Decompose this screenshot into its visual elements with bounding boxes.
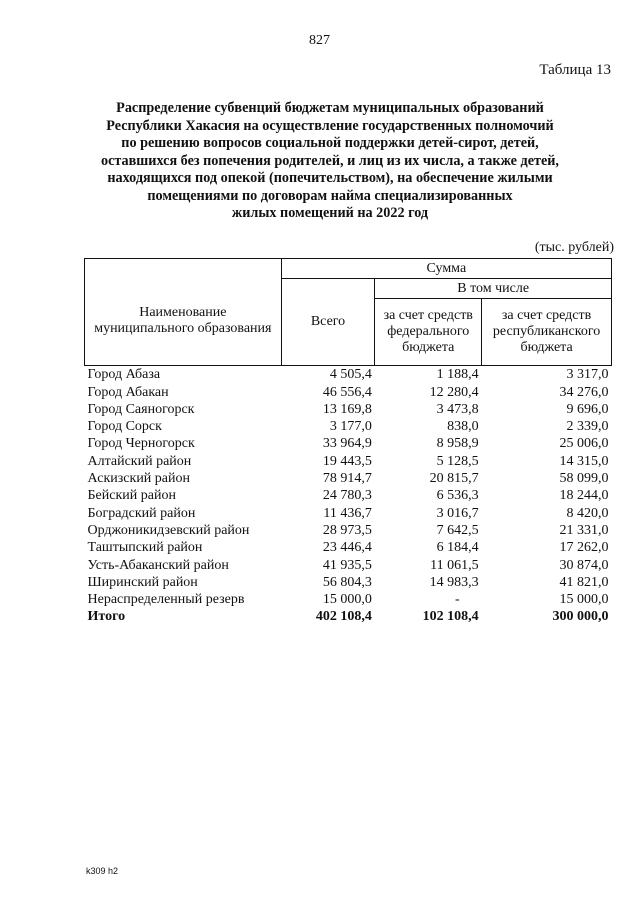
row-federal: 3 473,8 [436, 401, 479, 417]
row-federal: 11 061,5 [430, 557, 479, 573]
row-federal: 6 536,3 [436, 488, 479, 504]
table-row [85, 366, 612, 384]
header-name-column: Наименование муниципального образования [85, 259, 282, 366]
row-republic: 21 331,0 [559, 522, 609, 538]
table-row [85, 574, 612, 591]
row-republic: 3 317,0 [566, 367, 609, 383]
table-row [85, 591, 612, 608]
row-total: 13 169,8 [322, 401, 372, 417]
row-total: 15 000,0 [322, 592, 372, 608]
units-label: (тыс. рублей) [534, 240, 614, 255]
row-federal: - [454, 592, 460, 608]
row-republic: 9 696,0 [566, 401, 609, 417]
header-total: Всего [281, 279, 375, 366]
row-name: Город Черногорск [87, 436, 195, 452]
row-republic: 2 339,0 [566, 419, 609, 435]
row-republic: 8 420,0 [566, 505, 609, 521]
table-row [85, 418, 612, 435]
table-row [85, 470, 612, 487]
table-row [85, 487, 612, 504]
row-name: Таштыпский район [87, 540, 203, 556]
row-total: 41 935,5 [322, 557, 372, 573]
title-line: оставшихся без попечения родителей, и лиц из их числа, а также детей, [101, 152, 559, 169]
document-title [60, 100, 600, 223]
row-federal: 838,0 [447, 419, 479, 435]
title-line: Республики Хакасия на осуществление государственных полномочий [106, 117, 554, 134]
table-row [85, 556, 612, 573]
table-row [85, 539, 612, 556]
row-republic: 14 315,0 [559, 453, 609, 469]
row-federal: 7 642,5 [436, 522, 479, 538]
row-total: 28 973,5 [322, 522, 372, 538]
table-row [85, 504, 612, 521]
table-row [85, 401, 612, 418]
row-federal: 1 188,4 [436, 367, 479, 383]
row-name: Нераспределенный резерв [87, 592, 245, 608]
table-row [85, 383, 612, 400]
total-federal: 102 108,4 [422, 609, 479, 625]
row-republic: 41 821,0 [559, 574, 609, 590]
row-total: 11 436,7 [323, 505, 372, 521]
row-name: Город Сорск [87, 419, 162, 435]
row-republic: 25 006,0 [559, 436, 609, 452]
row-total: 3 177,0 [329, 419, 372, 435]
header-federal: за счет средств федерального бюджета [375, 299, 482, 366]
title-line: находящихся под опекой (попечительством), на обеспечение жилыми [107, 170, 553, 186]
row-name: Город Абакан [87, 384, 169, 400]
row-total: 56 804,3 [322, 574, 372, 590]
row-republic: 15 000,0 [559, 592, 609, 608]
title-line: помещениями по договорам найма специализированных [147, 187, 513, 204]
row-name: Орджоникидзевский район [87, 522, 250, 538]
row-name: Бейский район [87, 488, 176, 504]
footer-code: k309 h2 [86, 866, 119, 876]
row-name: Усть-Абаканский район [87, 557, 229, 573]
row-federal: 14 983,3 [429, 574, 479, 590]
header-including: В том числе [375, 279, 612, 299]
title-line: Распределение субвенций бюджетам муниципальных образований [116, 100, 544, 116]
row-name: Город Саяногорск [87, 401, 195, 417]
distribution-table [84, 258, 612, 625]
row-federal: 5 128,5 [436, 453, 479, 469]
row-federal: 12 280,4 [429, 384, 479, 400]
row-republic: 17 262,0 [559, 540, 609, 556]
row-total: 78 914,7 [322, 471, 372, 487]
row-republic: 18 244,0 [559, 488, 609, 504]
row-total: 4 505,4 [329, 367, 372, 383]
row-federal: 20 815,7 [429, 471, 479, 487]
header-sum: Сумма [281, 259, 611, 279]
table-label: Таблица 13 [539, 62, 611, 78]
row-total: 46 556,4 [322, 384, 372, 400]
total-row [85, 608, 612, 625]
row-federal: 3 016,7 [436, 505, 479, 521]
total-name: Итого [87, 609, 126, 625]
row-total: 24 780,3 [322, 488, 372, 504]
row-total: 19 443,5 [322, 453, 372, 469]
row-total: 33 964,9 [322, 436, 372, 452]
table-row [85, 452, 612, 469]
title-line: по решению вопросов социальной поддержки детей-сирот, детей, [121, 135, 539, 151]
table-row [85, 435, 612, 452]
row-name: Город Абаза [87, 367, 161, 383]
row-name: Боградский район [87, 505, 196, 521]
title-line: жилых помещений на 2022 год [231, 205, 429, 221]
row-federal: 8 958,9 [436, 436, 479, 452]
row-total: 23 446,4 [322, 540, 372, 556]
table-row [85, 522, 612, 539]
row-republic: 30 874,0 [559, 557, 609, 573]
page-number: 827 [309, 33, 330, 48]
row-name: Ширинский район [87, 574, 198, 590]
row-republic: 34 276,0 [559, 384, 609, 400]
row-republic: 58 099,0 [559, 471, 609, 487]
header-republic: за счет средств республиканского бюджета [482, 299, 612, 366]
total-republic: 300 000,0 [552, 609, 609, 625]
row-name: Алтайский район [87, 453, 192, 469]
row-federal: 6 184,4 [436, 540, 479, 556]
row-name: Аскизский район [87, 471, 190, 487]
total-sum: 402 108,4 [315, 609, 372, 625]
